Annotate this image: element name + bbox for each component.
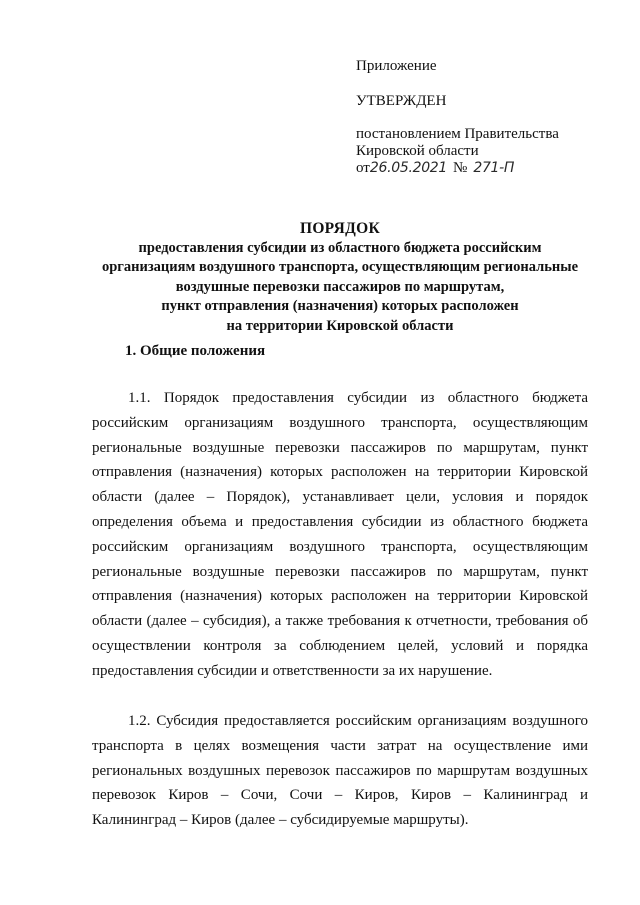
paragraph-1-2: 1.2. Субсидия предоставляется российским организациям воздушного транспорта в целях возмещения части затрат на осуществление ими региональных воздушных перевозок пассажиров по маршрутам воздушных перевозок Киров – Сочи, Сочи – Киров, Киров – Калининград и Калининград – Киров (далее – субсидируемые маршруты).: [92, 713, 588, 829]
approval-date-line: [356, 160, 514, 177]
subtitle-line: пункт отправления (назначения) которых расположен: [161, 298, 519, 315]
handwritten-number: 271-П: [473, 160, 515, 176]
date-prefix: от: [356, 160, 370, 176]
approved-label: УТВЕРЖДЕН: [356, 93, 447, 109]
appendix-label: Приложение: [356, 58, 437, 74]
paragraph-1-1: 1.1. Порядок предоставления субсидии из областного бюджета российским организациям воздушного транспорта, осуществляющим региональные воздушные перевозки пассажиров по маршрутам, пункт отправления (назначения) которых расположен на территории Кировской области (далее – Порядок), устанавливает цели, условия и порядок определения объема и предоставления субсидии из областного бюджета российским организациям воздушного транспорта, осуществляющим региональные воздушные перевозки пассажиров по маршрутам, пункт отправления (назначения) которых расположен на территории Кировской области (далее – субсидия), а также требования к отчетности, требования об осуществлении контроля за соблюдением целей, условий и порядка предоставления субсидии и ответственности за их нарушение.: [92, 390, 588, 679]
subtitle-line: воздушные перевозки пассажиров по маршрутам,: [175, 278, 505, 295]
handwritten-date: 26.05.2021: [369, 160, 448, 176]
subtitle-line: предоставления субсидии из областного бюджета российским: [138, 240, 542, 256]
subtitle-line: организациям воздушного транспорта, осуществляющим региональные: [101, 259, 579, 276]
document-title: [80, 220, 600, 336]
title-subtitle: [80, 239, 600, 336]
title-main: ПОРЯДОК: [299, 220, 381, 237]
approved-by-line-1: постановлением Правительства: [356, 126, 559, 142]
subtitle-line: на территории Кировской области: [226, 317, 454, 334]
approved-by-line-2: Кировской области: [356, 143, 479, 159]
number-prefix: №: [453, 160, 468, 176]
section-heading: 1. Общие положения: [125, 343, 266, 359]
